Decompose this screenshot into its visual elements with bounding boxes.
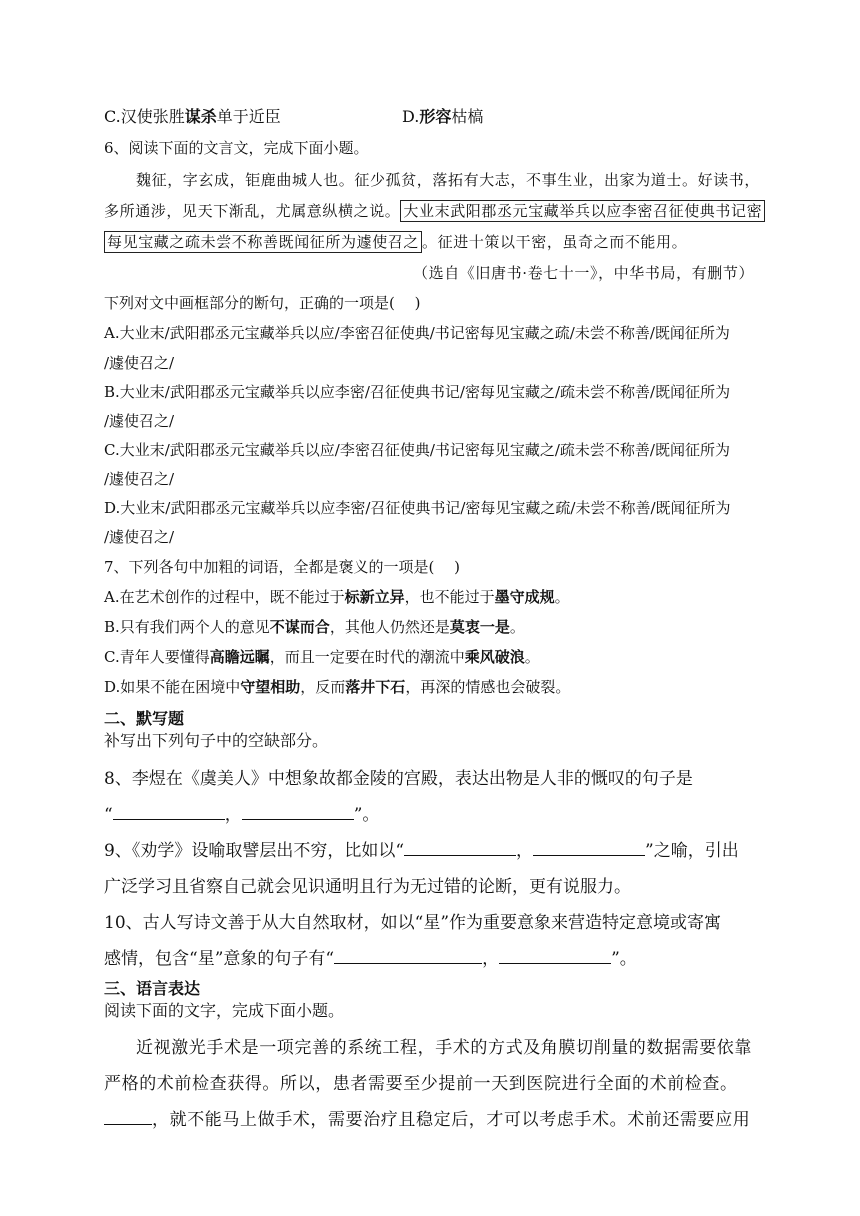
section-heading-2: 二、默写题 (104, 709, 185, 728)
sec3-paragraph-line-3 (104, 1105, 750, 1130)
q10-blank-2[interactable] (499, 949, 611, 964)
q10-suffix: ”。 (611, 949, 637, 969)
q7-option-c-text-2: ，而且一定要在时代的潮流中 (269, 648, 465, 666)
q7-option-b-text: B.只有我们两个人的意见 (104, 618, 270, 636)
q7-option-d-text: D.如果不能在困境中 (104, 678, 241, 696)
q10-separator: ， (482, 949, 500, 969)
q7-option-c-text-3: 。 (524, 648, 540, 666)
q7-option-d (104, 676, 570, 697)
q7-option-a-bold-1: 标新立异 (344, 588, 405, 606)
q7-option-d-text-3: ，再深的情感也会破裂。 (405, 678, 571, 696)
q7-option-c-bold-1: 高瞻远瞩 (209, 648, 270, 666)
q7-option-a-text-2: ，也不能过于 (404, 588, 495, 606)
q6-option-d-line-2: /遽使召之/ (104, 528, 175, 546)
section-3-intro: 阅读下面的文字，完成下面小题。 (104, 1001, 345, 1020)
q9-line-2: 广泛学习且省察自己就会见识通明且行为无过错的论断，更有说服力。 (104, 877, 631, 897)
q6-option-b-line-2: /遽使召之/ (104, 412, 175, 430)
q7-option-d-bold-1: 守望相助 (240, 678, 301, 696)
q6-option-c-line-2: /遽使召之/ (104, 470, 175, 488)
q6-source: （选自《旧唐书·卷七十一》，中华书局，有删节） (413, 264, 755, 282)
q6-passage-line-2-plain: 多所通涉，见天下渐乱，尤属意纵横之说。 (104, 202, 401, 220)
q5-option-c-suffix: 单于近臣 (216, 107, 281, 126)
q6-passage-line-2 (104, 200, 765, 221)
sec3-paragraph-line-2: 严格的术前检查获得。所以，患者需要至少提前一天到医院进行全面的术前检查。 (104, 1074, 738, 1094)
q8-separator: ， (224, 805, 242, 825)
q5-option-d-bold: 形容 (419, 107, 452, 126)
sec3-paragraph-line-1: 近视激光手术是一项完善的系统工程，手术的方式及角膜切削量的数据需要依靠 (136, 1038, 752, 1058)
q6-stem: 6、阅读下面的文言文，完成下面小题。 (104, 139, 369, 157)
q7-option-b-text-3: 。 (509, 618, 525, 636)
q6-option-b-line-1: B.大业末/武阳郡丞元宝藏举兵以应李密/召征使典书记/密每见宝藏之/疏未尝不称善/既闻征所为 (104, 383, 731, 401)
q7-option-d-text-2: ，反而 (300, 678, 346, 696)
q6-passage-boxed-part-2: 每见宝藏之疏未尝不称善既闻征所为遽使召之 (104, 231, 422, 253)
q9-separator: ， (516, 841, 534, 861)
q10-line-1: 10、古人写诗文善于从大自然取材，如以“星”作为重要意象来营造特定意境或寄寓 (104, 913, 722, 933)
q8-line-2 (104, 800, 379, 825)
q8-open-quote: “ (104, 805, 113, 825)
q5-option-c (104, 104, 281, 127)
q7-option-b-bold-2: 莫衷一是 (449, 618, 510, 636)
q5-option-d-text: D. (402, 107, 420, 126)
q6-passage-line-1: 魏征，字玄成，钜鹿曲城人也。征少孤贫，落拓有大志，不事生业，出家为道士。好读书， (136, 171, 761, 189)
q7-option-a (104, 586, 570, 607)
q5-option-c-text: C.汉使张胜 (104, 107, 185, 126)
q9-line-1 (104, 836, 739, 861)
q5-option-c-bold: 谋杀 (184, 107, 217, 126)
q8-close-quote: ”。 (353, 805, 380, 825)
q8-blank-2[interactable] (242, 805, 354, 820)
q10-line-2 (104, 944, 637, 969)
q7-option-c-text: C.青年人要懂得 (104, 648, 210, 666)
q7-option-b (104, 616, 525, 637)
q7-option-d-bold-2: 落井下石 (345, 678, 406, 696)
q5-option-d (402, 104, 483, 127)
q7-option-a-bold-2: 墨守成规 (494, 588, 555, 606)
q6-passage-line-3-plain: 。征进十策以干密，虽奇之而不能用。 (422, 233, 688, 251)
q6-option-d-line-1: D.大业末/武阳郡丞元宝藏举兵以应李密/召征使典书记/密每见宝藏之疏/未尝不称善/既闻征所为 (104, 499, 731, 517)
q6-option-c-line-1: C.大业末/武阳郡丞元宝藏举兵以应/李密召征使典/书记密每见宝藏之/疏未尝不称善/既闻征所为 (104, 441, 730, 459)
q7-option-b-bold-1: 不谋而合 (269, 618, 330, 636)
q6-passage-boxed-part-1: 大业末武阳郡丞元宝藏举兵以应李密召征使典书记密 (400, 200, 765, 222)
sec3-paragraph-line-3-text: ，就不能马上做手术，需要治疗且稳定后，才可以考虑手术。术前还需要应用 (152, 1110, 751, 1130)
section-2-intro: 补写出下列句子中的空缺部分。 (104, 731, 329, 750)
q6-passage-line-3 (104, 231, 687, 252)
q7-option-a-text: A.在艺术创作的过程中，既不能过于 (104, 588, 345, 606)
q6-option-a-line-2: /遽使召之/ (104, 354, 175, 372)
q7-option-b-text-2: ，其他人仍然还是 (329, 618, 450, 636)
q5-option-d-suffix: 枯槁 (451, 107, 484, 126)
q6-option-a-line-1: A.大业末/武阳郡丞元宝藏举兵以应/李密召征使典/书记密每见宝藏之疏/未尝不称善/既闻征所为 (104, 324, 730, 342)
q8-blank-1[interactable] (113, 805, 225, 820)
q9-blank-1[interactable] (404, 841, 516, 856)
q7-option-c-bold-2: 乘风破浪 (464, 648, 525, 666)
q7-option-c (104, 646, 540, 667)
q9-suffix: ”之喻，引出 (645, 841, 739, 861)
q6-question: 下列对文中画框部分的断句，正确的一项是( ) (104, 294, 421, 312)
q9-prefix: 9、《劝学》设喻取譬层出不穷，比如以“ (104, 841, 405, 861)
section-heading-3: 三、语言表达 (104, 979, 201, 998)
q8-line-1: 8、李煜在《虞美人》中想象故都金陵的宫殿，表达出物是人非的慨叹的句子是 (104, 769, 693, 789)
q7-stem: 7、下列各句中加粗的词语，全都是褒义的一项是( ) (104, 558, 461, 576)
q10-prefix: 感情，包含“星”意象的句子有“ (104, 949, 335, 969)
q10-blank-1[interactable] (334, 949, 482, 964)
sec3-blank[interactable] (104, 1110, 152, 1125)
q7-option-a-text-3: 。 (554, 588, 570, 606)
q9-blank-2[interactable] (533, 841, 645, 856)
